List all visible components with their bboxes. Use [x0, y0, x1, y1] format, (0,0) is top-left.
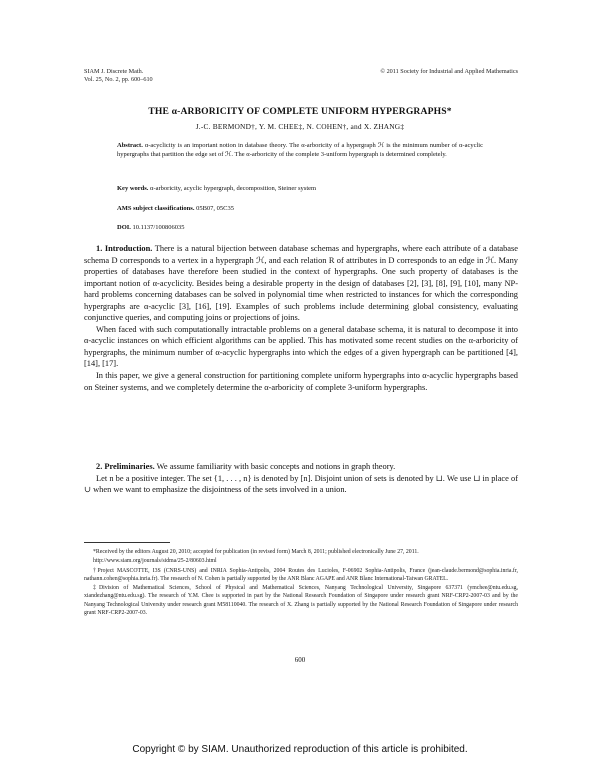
prelim-paragraph-1	[84, 461, 518, 473]
prelim-paragraph-2: Let n be a positive integer. The set {1, . . . , n} is denoted by [n]. Disjoint union of sets is denoted by ⊔. We use ⊔ in place of ∪ when we want to emphasize the disjointness of the sets involved in a union.	[84, 473, 518, 495]
keywords-label: Key words.	[117, 185, 149, 192]
footnote-received: *Received by the editors August 20, 2010; accepted for publication (in revised form) March 8, 2011; published electronically June 27, 2011.	[93, 549, 419, 555]
section-preliminaries	[84, 461, 518, 496]
ams-classifications	[117, 204, 483, 213]
footnote-affiliation-ntu: ‡Division of Mathematical Sciences, School of Physical and Mathematical Sciences, Nanyang Technological University, Singapore 637371 (ymchee@ntu.edu.sg, xiandezhang@ntu.edu.sg). The research of Y.M. Chee is supported in part by the National Research Foundation of Singapore under research grant NRF-CRP2-2007-03 and by the Nanyang Technological University under research grant M58110040. The research of X. Zhang is partially supported by the National Research Foundation of Singapore under research grant NRF-CRP2-2007-03.	[84, 585, 518, 617]
intro-p1-text: There is a natural bijection between database schemas and hypergraphs, where each attribute of a database schema D corresponds to a vertex in a hypergraph ℋ, and each relation R of attributes in D corresponds to an edge in ℋ. Many properties of databases have therefore been studied in the context of hypergraphs. One such property of databases is the important notion of α-acyclicity. Besides being a desirable property in the design of databases [2], [3], [8], [9], [10], many NP-hard problems concerning databases can be solved in polynomial time when restricted to instances for which the corresponding hypergraphs are α-acyclic [3], [16], [19]. Examples of such problems include determining global consistency, evaluating conjunctive queries, and computing joins or projections of joins.	[84, 244, 518, 323]
abstract	[117, 141, 483, 160]
intro-paragraph-2: When faced with such computationally intractable problems on a general database schema, it is natural to decompose it into α-acyclic instances on which efficient algorithms can be applied. This has motivated some recent studies on the α-arboricity of hypergraphs, the minimum number of α-acyclic hypergraphs into which the edges of a given hypergraph can be partitioned [4], [14], [17].	[84, 324, 518, 369]
keywords-text: α-arboricity, acyclic hypergraph, decomposition, Steiner system	[150, 185, 317, 192]
keywords	[117, 184, 483, 193]
doi	[117, 223, 483, 232]
running-header-left	[84, 68, 284, 84]
abstract-label: Abstract.	[117, 142, 143, 149]
abstract-text: α-acyclicity is an important notion in database theory. The α-arboricity of a hypergraph ℋ is the minimum number of α-acyclic hypergraphs that partition the edge set of ℋ. The α-arboricity of the complete 3-uniform hypergraph is determined completely.	[117, 142, 483, 159]
page-number: 600	[294, 656, 306, 664]
intro-paragraph-1	[84, 243, 518, 324]
running-header-copyright: © 2011 Society for Industrial and Applied Mathematics	[380, 68, 518, 75]
volume-info: Vol. 25, No. 2, pp. 600–610	[84, 76, 153, 83]
prelim-p1-text: We assume familiarity with basic concepts and notions in graph theory.	[156, 462, 396, 471]
journal-name: SIAM J. Discrete Math.	[84, 68, 144, 75]
ams-label: AMS subject classifications.	[117, 205, 195, 212]
intro-paragraph-3: In this paper, we give a general construction for partitioning complete uniform hypergraphs into α-acyclic hypergraphs based on Steiner systems, and we completely determine the α-arboricity of complete 3-uniform hypergraphs.	[84, 371, 518, 392]
footnote-rule	[84, 542, 170, 543]
section-introduction	[84, 243, 518, 393]
footnotes	[84, 548, 518, 618]
paper-title: THE α-ARBORICITY OF COMPLETE UNIFORM HYPERGRAPHS*	[148, 106, 452, 117]
copyright-notice: Copyright © by SIAM. Unauthorized reproduction of this article is prohibited.	[132, 744, 468, 755]
footnote-affiliation-inria: †Project MASCOTTE, I3S (CNRS-UNS) and INRIA Sophia-Antipolis, 2004 Routes des Lucioles, F-06902 Sophia-Antipolis, France (jean-claude.bermond@sophia.inria.fr, nathann.cohen@sophia.inria.fr). The research of N. Cohen is partially supported by the ANR Blanc AGAPE and ANR Blanc International-Taiwan GRATEL.	[84, 567, 518, 582]
prelim-heading: 2. Preliminaries.	[96, 462, 155, 471]
author-list: J.-C. BERMOND†, Y. M. CHEE‡, N. COHEN†, and X. ZHANG‡	[195, 122, 405, 131]
footnote-url: http://www.siam.org/journals/sidma/25-2/80603.html	[93, 558, 217, 565]
doi-label: DOI.	[117, 224, 131, 231]
doi-text: 10.1137/100806035	[132, 224, 185, 231]
intro-heading: 1. Introduction.	[96, 244, 153, 253]
ams-text: 05B07, 05C35	[196, 205, 235, 212]
